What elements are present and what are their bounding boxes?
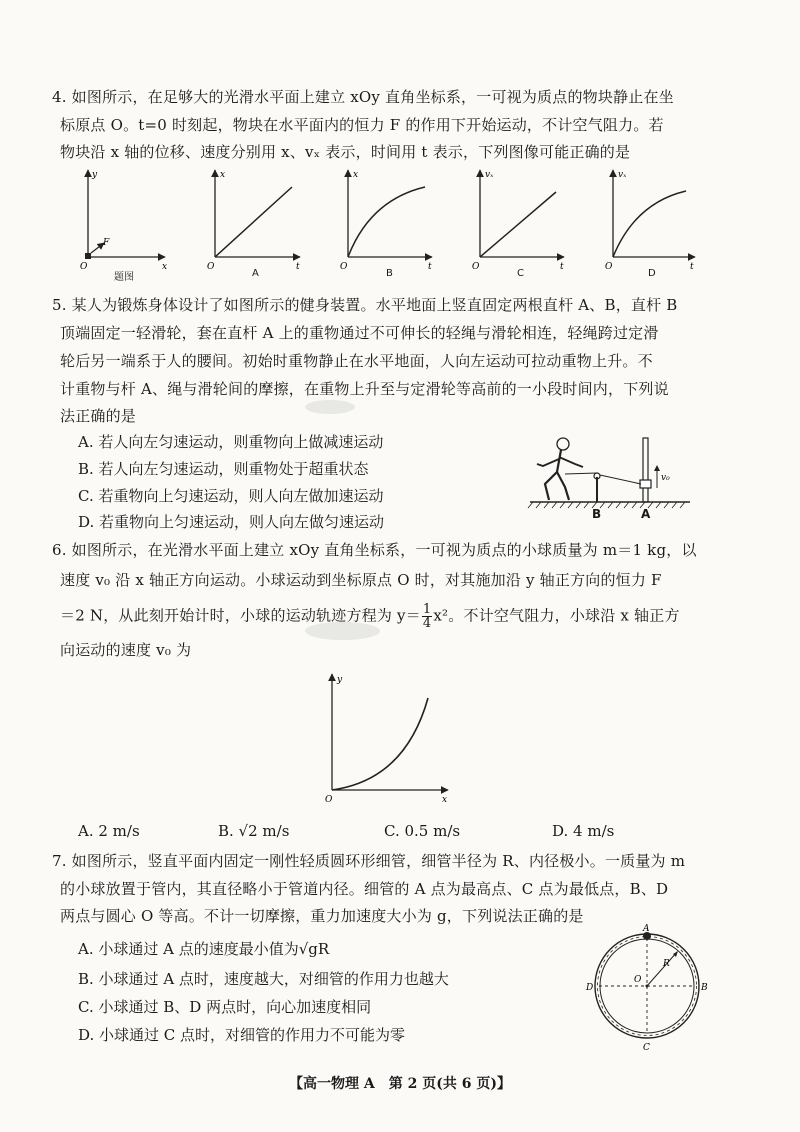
q4-line-3: 物块沿 x 轴的位移、速度分别用 x、vₓ 表示，时间用 t 表示，下列图像可能正确的是 [60, 143, 631, 161]
q7-label-o: O [634, 975, 642, 985]
q4-a-xaxis: t [296, 262, 300, 272]
q4-caption-d: D [648, 268, 656, 279]
q4-figure-graph [80, 170, 167, 272]
q5-line-5: 法正确的是 [60, 407, 137, 425]
q4-d-curve [613, 191, 686, 257]
q6-fraction-denominator: 4 [422, 616, 432, 631]
q7-label-a: A [643, 924, 650, 934]
scan-stain [305, 400, 355, 414]
q5-label-b: B [592, 507, 602, 521]
q7-label-b: B [701, 983, 708, 993]
q6-option-a: A. 2 m/s [78, 822, 140, 840]
q6-xaxis-label: x [442, 795, 448, 805]
q5-option-d: D. 若重物向上匀速运动，则人向左做匀速运动 [78, 513, 385, 531]
q4-d-yaxis: vₓ [618, 170, 627, 180]
q4-graph-c [472, 170, 564, 272]
page-footer: 【高一物理 A 第 2 页(共 6 页)】 [289, 1076, 511, 1092]
q5-fitness-figure [525, 432, 695, 524]
q5-line-4: 计重物与杆 A、绳与滑轮间的摩擦，在重物上升至与定滑轮等高前的一小段时间内，下列说 [60, 380, 669, 398]
q4-fig-force-label: F [103, 238, 110, 248]
q6-option-c: C. 0.5 m/s [384, 822, 461, 840]
q4-c-xaxis: t [560, 262, 564, 272]
q7-option-c: C. 小球通过 B、D 两点时，向心加速度相同 [78, 998, 372, 1016]
q5-v0-label: v₀ [661, 473, 670, 483]
q4-d-xaxis: t [690, 262, 694, 272]
q4-c-yaxis: vₓ [485, 170, 494, 180]
q4-fig-xaxis-label: x [162, 262, 168, 272]
q5-line-1: 5. 某人为锻炼身体设计了如图所示的健身装置。水平地面上竖直固定两根直杆 A、B，直杆 B [52, 296, 678, 314]
q6-origin-label: O [325, 795, 333, 805]
q5-label-a: A [641, 507, 651, 521]
q6-yaxis-label: y [337, 675, 343, 685]
q5-option-a: A. 若人向左匀速运动，则重物向上做减速运动 [78, 433, 384, 451]
q6-option-b: B. √2 m/s [218, 822, 290, 840]
q4-b-xaxis: t [428, 262, 432, 272]
q7-option-b: B. 小球通过 A 点时，速度越大，对细管的作用力也越大 [78, 970, 449, 988]
q4-graph-b [340, 170, 432, 272]
q6-option-d: D. 4 m/s [552, 822, 615, 840]
q4-c-curve [480, 192, 556, 257]
q7-label-c: C [643, 1043, 650, 1053]
q4-a-curve [215, 187, 292, 257]
q4-caption-a: A [252, 268, 259, 279]
q4-caption-figure: 题图 [114, 272, 134, 283]
q6-fraction [422, 603, 432, 630]
q5-line-2: 顶端固定一轻滑轮，套在直杆 A 上的重物通过不可伸长的轻绳与滑轮相连，轻绳跨过定滑 [60, 324, 659, 342]
q7-label-d: D [586, 983, 594, 993]
q6-line-3-post: x²。不计空气阻力，小球沿 x 轴正方 [433, 606, 680, 625]
scan-stain [305, 622, 380, 640]
q6-trajectory-graph [320, 668, 455, 808]
q4-caption-b: B [386, 268, 393, 279]
q4-d-origin: O [605, 262, 613, 272]
q5-option-c: C. 若重物向上匀速运动，则人向左做加速运动 [78, 487, 384, 505]
q4-line-2: 标原点 O。t=0 时刻起，物块在水平面内的恒力 F 的作用下开始运动，不计空气阻力。若 [60, 116, 664, 134]
q6-fraction-numerator: 1 [422, 602, 432, 617]
q4-fig-yaxis-label: y [92, 170, 98, 180]
q6-line-1: 6. 如图所示，在光滑水平面上建立 xOy 直角坐标系，一可视为质点的小球质量为 m＝1 kg，以 [52, 541, 697, 559]
q4-graph-a [207, 170, 300, 272]
q4-a-origin: O [207, 262, 215, 272]
q4-fig-origin-label: O [80, 262, 88, 272]
q7-line-1: 7. 如图所示，竖直平面内固定一刚性轻质圆环形细管，细管半径为 R、内径极小。一质量为 m [52, 852, 686, 870]
q4-caption-c: C [517, 268, 524, 279]
q4-a-yaxis: x [220, 170, 226, 180]
q6-line-3-pre: ＝2 N，从此刻开始计时，小球的运动轨迹方程为 y＝ [60, 606, 421, 625]
q4-b-origin: O [340, 262, 348, 272]
q4-c-origin: O [472, 262, 480, 272]
q5-line-3: 轮后另一端系于人的腰间。初始时重物静止在水平地面，人向左运动可拉动重物上升。不 [60, 352, 653, 370]
q7-option-d: D. 小球通过 C 点时，对细管的作用力不可能为零 [78, 1026, 406, 1044]
q7-line-2: 的小球放置于管内，其直径略小于管道内径。细管的 A 点为最高点、C 点为最低点，B、D [60, 880, 669, 898]
q4-graphs [70, 165, 710, 280]
q6-line-2: 速度 v₀ 沿 x 轴正方向运动。小球运动到坐标原点 O 时，对其施加沿 y 轴正方向的恒力 F [60, 571, 662, 589]
q4-line-1: 4. 如图所示，在足够大的光滑水平面上建立 xOy 直角坐标系，一可视为质点的物块静止在坐 [52, 88, 674, 106]
q6-line-4: 向运动的速度 v₀ 为 [60, 641, 192, 659]
q5-option-b: B. 若人向左匀速运动，则重物处于超重状态 [78, 460, 369, 478]
q7-label-r: R [663, 959, 670, 969]
q7-line-3: 两点与圆心 O 等高。不计一切摩擦，重力加速度大小为 g，下列说法正确的是 [60, 907, 584, 925]
q4-graph-d [605, 170, 695, 272]
q6-parabola [332, 698, 428, 790]
q7-ring-figure [585, 924, 715, 1054]
q4-b-curve [348, 187, 425, 257]
q7-option-a: A. 小球通过 A 点的速度最小值为√gR [78, 940, 330, 958]
q4-b-yaxis: x [353, 170, 359, 180]
